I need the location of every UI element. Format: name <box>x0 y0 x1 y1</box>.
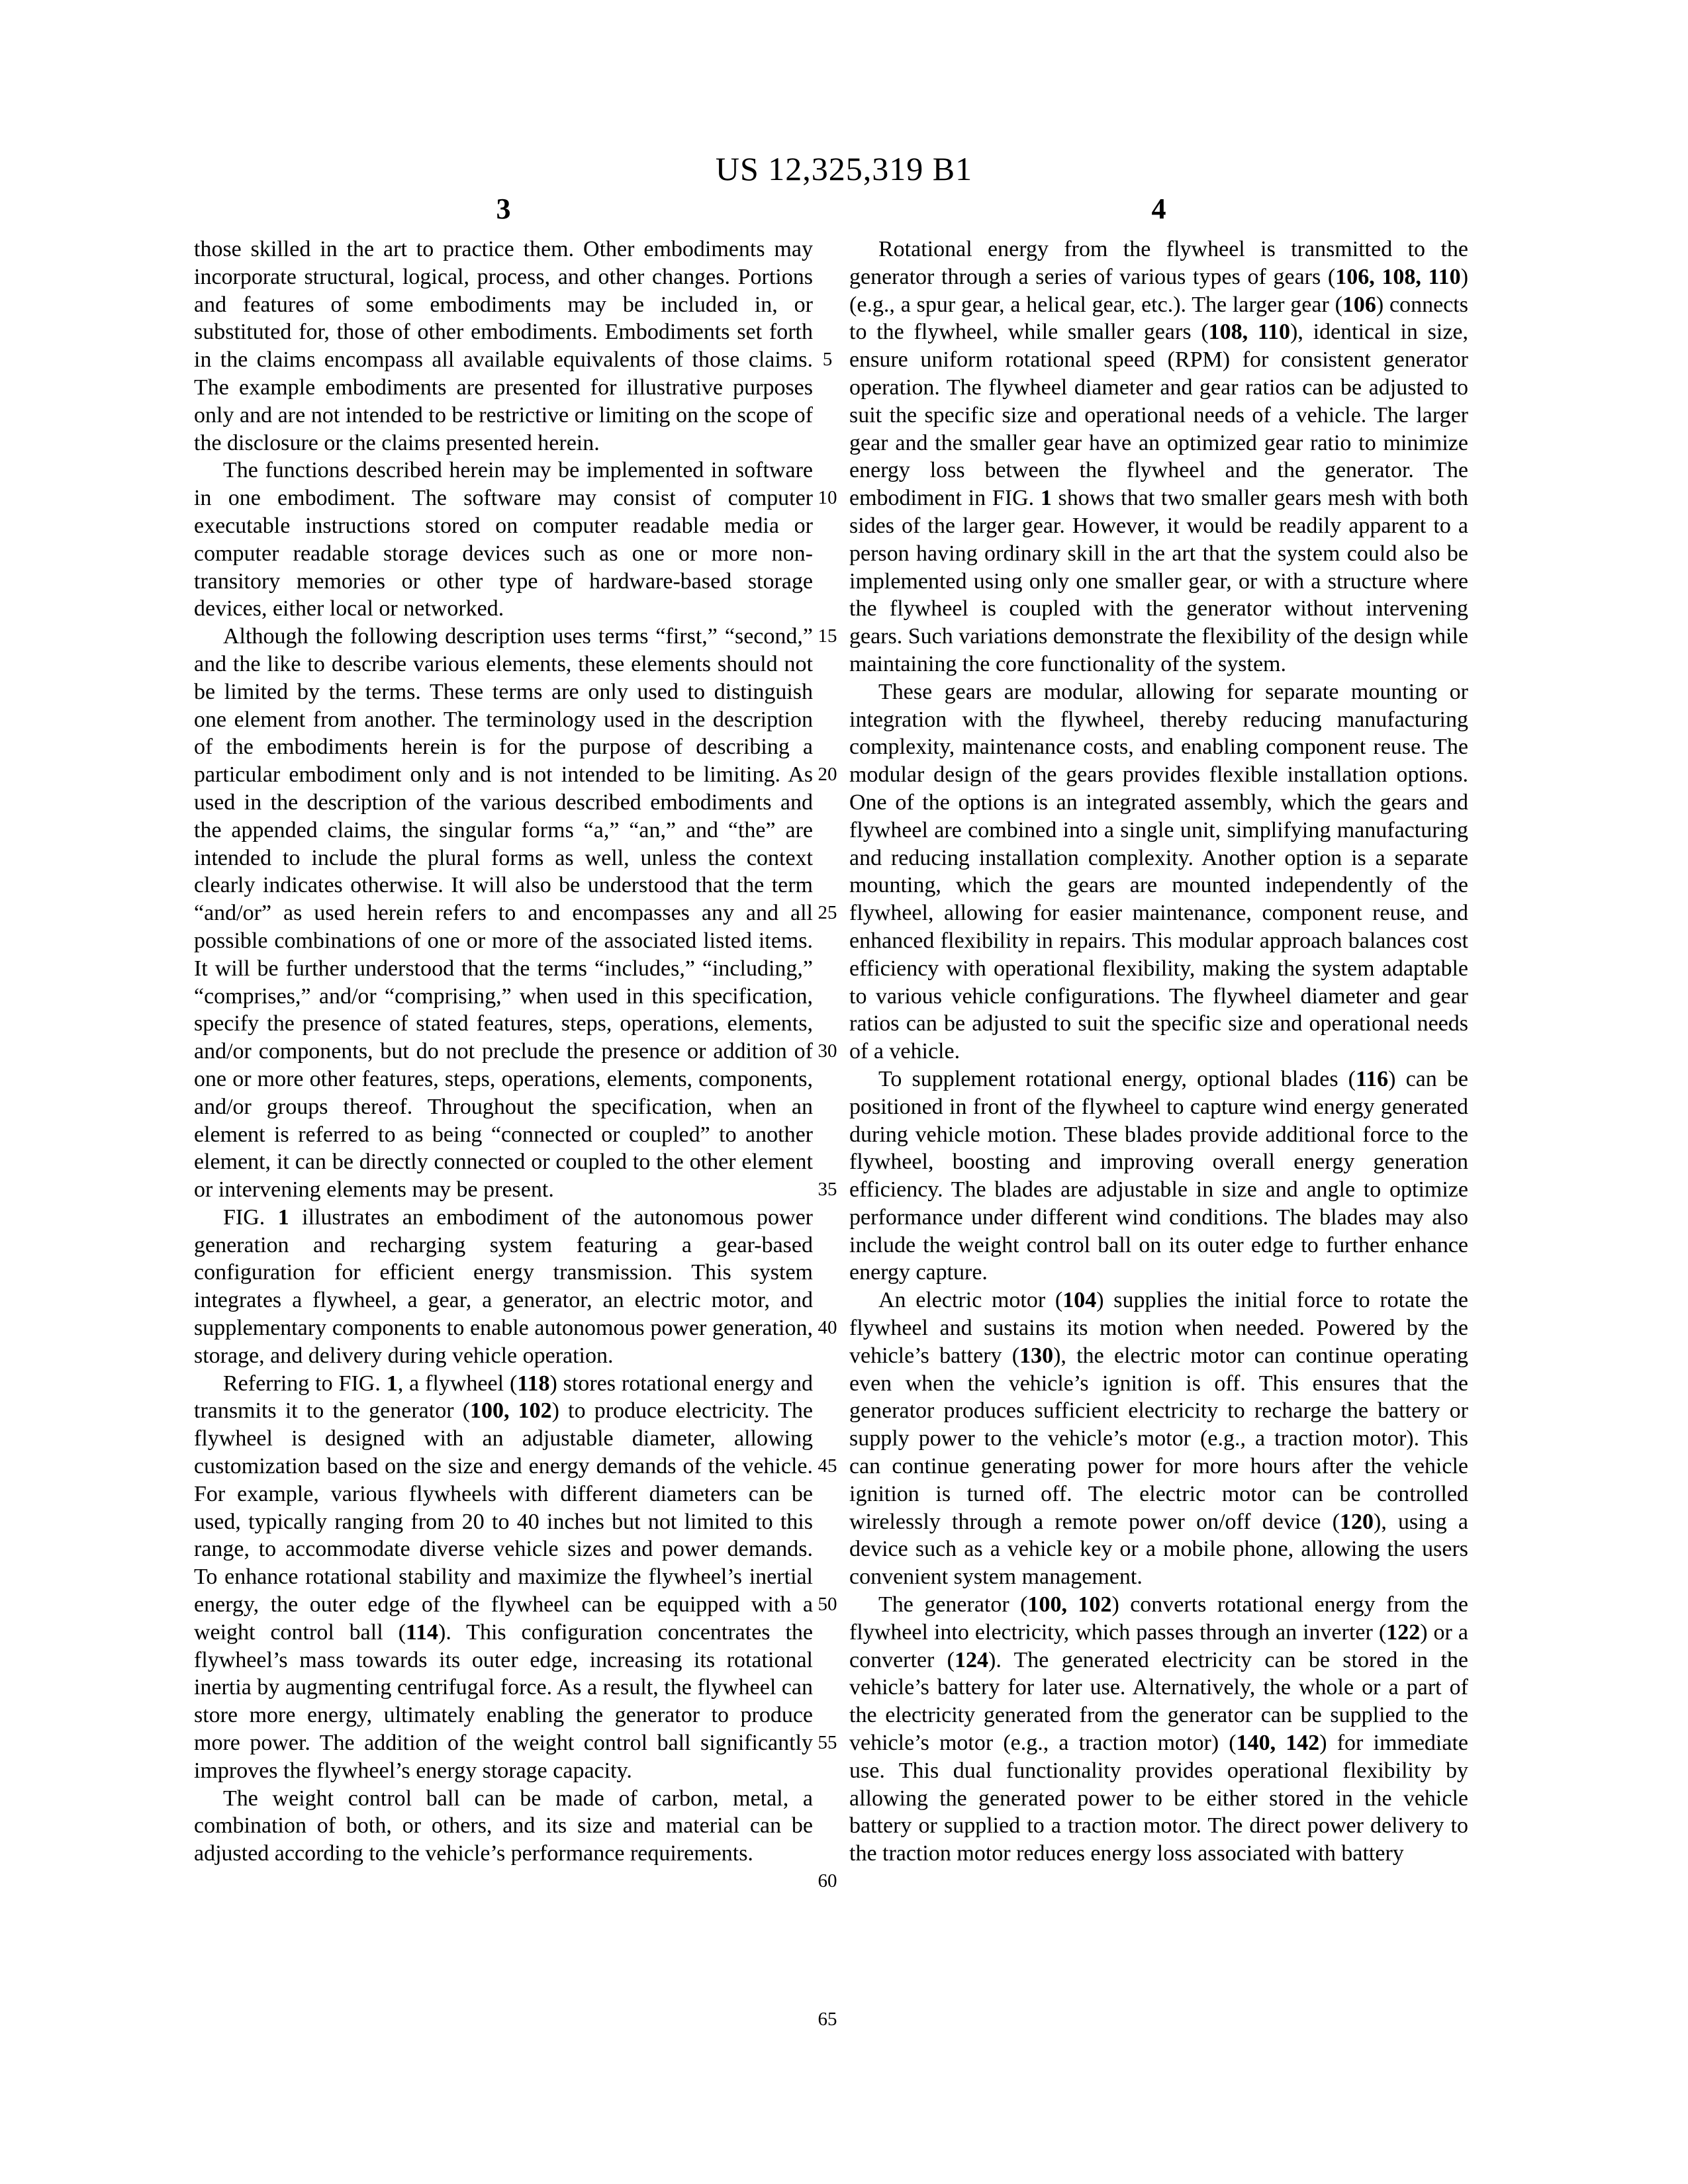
line-number: 25 <box>818 901 837 923</box>
line-number: 45 <box>818 1455 837 1477</box>
line-number: 55 <box>818 1731 837 1753</box>
column-4-text <box>849 236 1468 1868</box>
paragraph: The generator (100, 102) converts rotational energy from the flywheel into electricity, which passes through an inverter (122) or a converter (124). The generated electricity can be stored in the vehicle’s battery for later use. Alternatively, the whole or a part of the electricity generated from the generator can be supplied to the vehicle’s motor (e.g., a traction motor) (140, 142) for immediate use. This dual functionality provides operational flexibility by allowing the generated power to be either stored in the vehicle battery or supplied to a traction motor. The direct power delivery to the traction motor reduces energy loss associated with battery <box>849 1592 1469 1866</box>
paragraph: those skilled in the art to practice them. Other embodiments may incorporate structural, logical, process, and other changes. Portions and features of some embodiments may be included in, or substituted for, those of other embodiments. Embodiments set forth in the claims encompass all available equivalents of those claims. The example embodiments are presented for illustrative purposes only and are not intended to be restrictive or limiting on the scope of the disclosure or the claims presented herein. <box>194 237 813 455</box>
line-number: 35 <box>818 1178 837 1200</box>
column-number-right: 4 <box>1151 193 1166 225</box>
column-3-text <box>194 236 813 1868</box>
paragraph: Rotational energy from the flywheel is transmitted to the generator through a series of various types of gears (106, 108, 110) (e.g., a spur gear, a helical gear, etc.). The larger gear (106) connects to the flywheel, while smaller gears (108, 110), identical in size, ensure uniform rotational speed (RPM) for consistent generator operation. The flywheel diameter and gear ratios can be adjusted to suit the specific size and operational needs of a vehicle. The larger gear and the smaller gear have an optimized gear ratio to minimize energy loss between the flywheel and the generator. The embodiment in FIG. 1 shows that two smaller gears mesh with both sides of the larger gear. However, it would be readily apparent to a person having ordinary skill in the art that the system could also be implemented using only one smaller gear, or with a structure where the flywheel is coupled with the generator without intervening gears. Such variations demonstrate the flexibility of the design while maintaining the core functionality of the system. <box>849 237 1469 676</box>
paragraph: An electric motor (104) supplies the initial force to rotate the flywheel and sustains its motion when needed. Powered by the vehicle’s battery (130), the electric motor can continue operating even when the vehicle’s ignition is off. This ensures that the generator produces sufficient electricity to recharge the battery or supply power to the vehicle’s motor (e.g., a traction motor). This can continue generating power for more hours after the vehicle ignition is turned off. The electric motor can be controlled wirelessly through a remote power on/off device (120), using a device such as a vehicle key or a mobile phone, allowing the users convenient system management. <box>849 1288 1468 1590</box>
paragraph: FIG. 1 illustrates an embodiment of the autonomous power generation and recharging system featuring a gear-based configuration for efficient energy transmission. This system integrates a flywheel, a gear, a generator, an electric motor, and supplementary components to enable autonomous power generation, storage, and delivery during vehicle operation. <box>194 1205 813 1368</box>
line-number: 10 <box>818 487 837 509</box>
paragraph: Although the following description uses terms “first,” “second,” and the like to describe various elements, these elements should not be limited by the terms. These terms are only used to distinguish one element from another. The terminology used in the description of the embodiments herein is for the purpose of describing a particular embodiment only and is not intended to be limiting. As used in the description of the various described embodiments and the appended claims, the singular forms “a,” “an,” and “the” are intended to include the plural forms as well, unless the context clearly indicates otherwise. It will also be understood that the term “and/or” as used herein refers to and encompasses any and all possible combinations of one or more of the associated listed items. It will be further understood that the terms “includes,” “including,” “comprises,” and/or “comprising,” when used in this specification, specify the presence of stated features, steps, operations, elements, and/or components, but do not preclude the presence or addition of one or more other features, steps, operations, elements, components, and/or groups thereof. Throughout the specification, when an element is referred to as being “connected or coupled” to another element, it can be directly connected or coupled to the other element or intervening elements may be present. <box>194 624 813 1203</box>
line-number: 20 <box>818 764 837 785</box>
line-number: 5 <box>822 349 833 371</box>
line-number: 60 <box>818 1870 837 1891</box>
line-number: 65 <box>818 2008 837 2030</box>
paragraph: The functions described herein may be implemented in software in one embodiment. The software may consist of computer executable instructions stored on computer readable media or computer readable storage devices such as one or more non-transitory memories or other type of hardware-based storage devices, either local or networked. <box>194 458 813 621</box>
paragraph: The weight control ball can be made of carbon, metal, a combination of both, or others, and its size and material can be adjusted according to the vehicle’s performance requirements. <box>194 1786 813 1866</box>
column-number-left: 3 <box>496 193 511 225</box>
line-number: 30 <box>818 1040 837 1062</box>
line-number: 15 <box>818 625 837 647</box>
paragraph: To supplement rotational energy, optional blades (116) can be positioned in front of the flywheel to capture wind energy generated during vehicle motion. These blades provide additional force to the flywheel, boosting and improving overall energy generation efficiency. The blades are adjustable in size and angle to optimize performance under different wind conditions. The blades may also include the weight control ball on its outer edge to further enhance energy capture. <box>849 1066 1468 1285</box>
line-number: 40 <box>818 1316 837 1338</box>
patent-number-header: US 12,325,319 B1 <box>715 150 973 187</box>
paragraph: Referring to FIG. 1, a flywheel (118) stores rotational energy and transmits it to the generator (100, 102) to produce electricity. The flywheel is designed with an adjustable diameter, allowing customization based on the size and energy demands of the vehicle. For example, various flywheels with different diameters can be used, typically ranging from 20 to 40 inches but not limited to this range, to accommodate diverse vehicle sizes and power demands. To enhance rotational stability and maximize the flywheel’s inertial energy, the outer edge of the flywheel can be equipped with a weight control ball (114). This configuration concentrates the flywheel’s mass towards its outer edge, increasing its rotational inertia by augmenting centrifugal force. As a result, the flywheel can store more energy, ultimately enabling the generator to produce more power. The addition of the weight control ball significantly improves the flywheel’s energy storage capacity. <box>194 1371 813 1783</box>
line-number: 50 <box>818 1593 837 1615</box>
paragraph: These gears are modular, allowing for separate mounting or integration with the flywheel, thereby reducing manufacturing complexity, maintenance costs, and enabling component reuse. The modular design of the gears provides flexible installation options. One of the options is an integrated assembly, which the gears and flywheel are combined into a single unit, simplifying manufacturing and reducing installation complexity. Another option is a separate mounting, which the gears are mounted independently of the flywheel, allowing for easier maintenance, component reuse, and enhanced flexibility in repairs. This modular approach balances cost efficiency with operational flexibility, making the system adaptable to various vehicle configurations. The flywheel diameter and gear ratios can be adjusted to suit the specific size and operational needs of a vehicle. <box>849 679 1468 1064</box>
